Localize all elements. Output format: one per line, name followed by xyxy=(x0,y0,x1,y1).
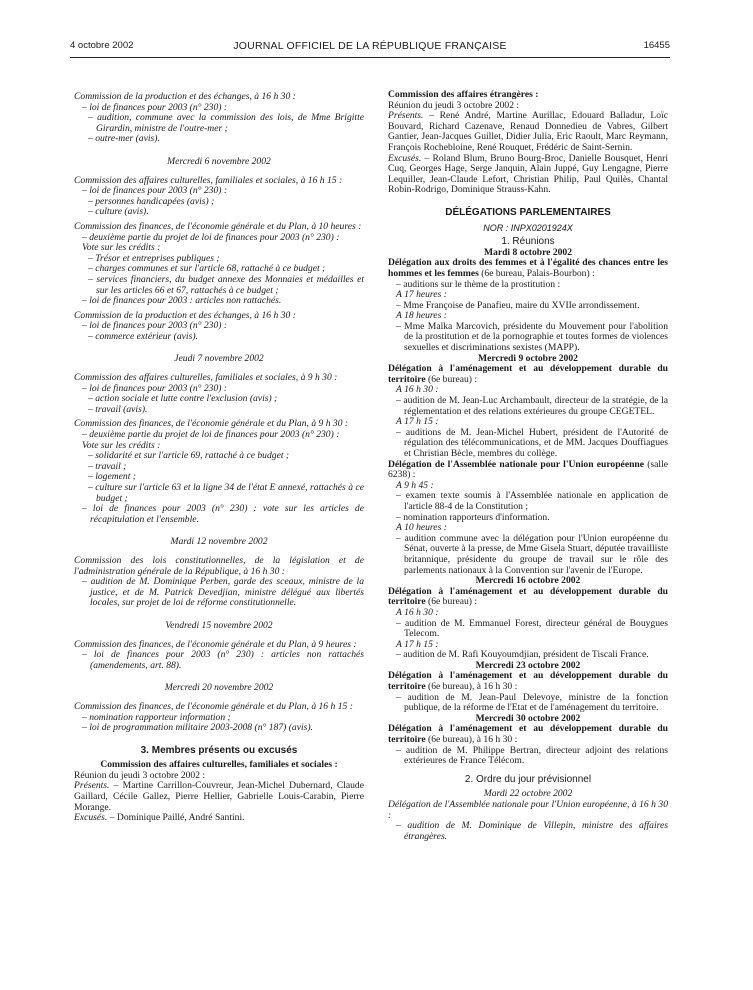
list-item: – Mme Françoise de Panafieu, maire du XVIIe arrondissement. xyxy=(396,299,640,311)
time-label: A 10 heures : xyxy=(396,522,447,534)
meeting-date: Réunion du jeudi 3 octobre 2002 : xyxy=(388,99,520,111)
list-subtitle: Vote sur les crédits : xyxy=(82,439,161,451)
list-item: – auditions sur le thème de la prostitution : xyxy=(396,278,561,290)
list-item: – nomination rapporteur information ; xyxy=(82,711,231,723)
section-heading: DÉLÉGATIONS PARLEMENTAIRES xyxy=(445,206,611,218)
present-list: – René André, Martine Aurillac, Edouard Balladur, Loïc Bouvard, Richard Cazenave, Renaud Donnedieu de Vabres, Gilbert Gantier, Jean-Jacques Guillet, Didier Julia, Eric Raoult, Marc Reymann, François Rochebloine, René Rouquet, Frédéric de Saint-Sernin. xyxy=(388,110,668,153)
block-title: Délégation à l'aménagement et au développement durable du territoire xyxy=(388,585,668,608)
present-list: – Martine Carrillon-Couvreur, Jean-Michel Dubernard, Claude Gaillard, Cécile Gallez, Pierre Hellier, Gabrielle Louis-Carabin, Pierre Morange. xyxy=(74,780,364,813)
list-item: – commerce extérieur (avis). xyxy=(88,330,198,342)
list-item: – loi de finances pour 2003 (n° 230) : xyxy=(82,185,228,197)
excused-label: Excusés. xyxy=(388,152,422,164)
date-heading: Mardi 22 octobre 2002 xyxy=(483,788,573,800)
list-item: – solidarité et sur l'article 69, rattaché à ce budget ; xyxy=(88,450,290,462)
block-title: Commission des finances, de l'économie générale et du Plan, à 10 heures : xyxy=(74,220,362,232)
list-item: – outre-mer (avis). xyxy=(88,133,160,145)
date-heading: Vendredi 15 novembre 2002 xyxy=(165,619,273,631)
section-heading: 2. Ordre du jour prévisionnel xyxy=(464,773,592,785)
list-item: – culture sur l'article 63 et la ligne 34 de l'état E annexé, rattachés à ce budget ; xyxy=(88,482,364,504)
list-item: – examen texte soumis à l'Assemblée nationale en application de l'article 88-4 de la Constitution ; xyxy=(396,490,668,512)
list-item: – auditions de M. Jean-Michel Hubert, président de l'Autorité de régulation des télécommunications, et de MM. Jacques Douffiagues et Christian Bècle, membres du collège. xyxy=(396,426,668,459)
block-title: Délégation aux droits des femmes et à l'égalité des chances entre les hommes et les femmes xyxy=(388,257,668,279)
time-label: A 16 h 30 : xyxy=(396,384,439,396)
list-item: – travail (avis). xyxy=(88,403,148,415)
block-title-suffix: (6e bureau) : xyxy=(425,373,478,385)
list-item: – audition, commune avec la commission des lois, de Mme Brigitte Girardin, ministre de l'outre-mer ; xyxy=(88,112,364,134)
block-title: Délégation à l'aménagement et au développement durable du territoire xyxy=(388,723,668,746)
list-item: – audition de M. Jean-Luc Archambault, directeur de la stratégie, de la réglementation et des relations extérieures du groupe CEGETEL. xyxy=(396,395,668,417)
block-title: Délégation de l'Assemblée nationale pour l'Union européenne, à 16 h 30 : xyxy=(388,799,668,821)
time-label: A 17 h 15 : xyxy=(396,638,439,650)
list-item: – audition de M. Jean-Paul Delevoye, ministre de la fonction publique, de la réforme de l'Etat et de l'aménagement du territoire. xyxy=(396,691,668,714)
journal-title: JOURNAL OFFICIEL DE LA RÉPUBLIQUE FRANÇAISE xyxy=(233,40,507,52)
list-item: – loi de finances pour 2003 (n° 230) : articles non rattachés (amendements, art. 88). xyxy=(82,649,364,671)
block-title-suffix: (salle 6238) : xyxy=(388,458,668,481)
excused-label: Excusés. xyxy=(74,812,108,824)
list-item: – logement ; xyxy=(88,471,136,483)
date-heading: Mercredi 9 octobre 2002 xyxy=(478,352,578,364)
list-item: – loi de finances pour 2003 (n° 230) : xyxy=(82,101,228,113)
date-heading: Mardi 12 novembre 2002 xyxy=(170,536,268,548)
block-title-suffix: (6e bureau), à 16 h 30 : xyxy=(425,734,518,746)
list-item: – personnes handicapées (avis) ; xyxy=(88,195,215,207)
header-date: 4 octobre 2002 xyxy=(70,40,134,51)
list-item: – deuxième partie du projet de loi de finances pour 2003 (n° 230) : xyxy=(82,429,340,441)
present-label: Présents. xyxy=(388,110,424,122)
list-item: – loi de finances pour 2003 (n° 230) : xyxy=(82,382,228,394)
block-title: Commission de la production et des échanges, à 16 h 30 : xyxy=(74,91,296,102)
list-item: – loi de finances pour 2003 (n° 230) : xyxy=(82,320,228,332)
list-item: – audition commune avec la délégation pour l'Union européenne du Sénat, ouverte à la presse, de Mme Gisela Stuart, députée travailliste britannique, présidente du groupe de travail sur le rôle des parlements nationaux à la Convention sur l'avenir de l'Europe. xyxy=(396,532,668,576)
list-item: – nomination rapporteurs d'information. xyxy=(396,511,550,523)
block-title: Commission des affaires culturelles, familiales et sociales, à 16 h 15 : xyxy=(74,174,343,186)
date-heading: Jeudi 7 novembre 2002 xyxy=(174,353,264,365)
list-item: – action sociale et lutte contre l'exclusion (avis) ; xyxy=(88,393,278,405)
block-title: Commission de la production et des échanges, à 16 h 30 : xyxy=(74,309,296,321)
time-label: A 9 h 45 : xyxy=(396,479,434,491)
block-title: Commission des affaires culturelles, familiales et sociales, à 9 h 30 : xyxy=(74,372,338,384)
meeting-date: Réunion du jeudi 3 octobre 2002 : xyxy=(74,769,206,781)
list-item: – charges communes et sur l'article 68, rattaché à ce budget ; xyxy=(88,263,326,275)
list-item: – audition de M. Philippe Bertran, directeur adjoint des relations extérieures de France Télécom. xyxy=(396,744,668,767)
date-heading: Mercredi 6 novembre 2002 xyxy=(167,155,271,167)
left-column xyxy=(74,92,364,824)
block-title-suffix: (6e bureau), à 16 h 30 : xyxy=(425,681,518,693)
list-item: – Trésor et entreprises publiques ; xyxy=(88,252,220,264)
list-item: – deuxième partie du projet de loi de finances pour 2003 (n° 230) : xyxy=(82,231,340,243)
time-label: A 16 h 30 : xyxy=(396,606,439,618)
list-item: – audition de M. Dominique de Villepin, ministre des affaires étrangères. xyxy=(396,820,668,842)
section-heading: 3. Membres présents ou excusés xyxy=(140,744,298,756)
header-rule xyxy=(70,57,670,58)
block-title: Délégation à l'aménagement et au développement durable du territoire xyxy=(388,670,668,693)
excused-list: – Roland Blum, Bruno Bourg-Broc, Danielle Bousquet, Henri Cuq, Georges Hage, Serge Janquin, Alain Juppé, Guy Lengagne, Pierre Lequiller, Jean-Claude Lefort, Christian Philip, Paul Quilès, Chantal Robin-Rodrigo, Dominique Strauss-Kahn. xyxy=(388,152,668,196)
date-heading: Mardi 8 octobre 2002 xyxy=(483,246,573,258)
list-item: – Mme Malka Marcovich, présidente du Mouvement pour l'abolition de la prostitution et de la pornographie et toutes formes de violences sexuelles et discriminations sexistes (MAPP). xyxy=(396,320,668,354)
list-item: – services financiers, du budget annexe des Monnaies et médailles et sur les articles 66 et 67, rattachés à ce budget ; xyxy=(88,273,364,296)
block-title: Commission des finances, de l'économie générale et du Plan, à 16 h 15 : xyxy=(74,700,353,712)
list-item: – travail ; xyxy=(88,460,127,472)
block-title: Commission des affaires culturelles, familiales et sociales : xyxy=(100,759,338,771)
page-header xyxy=(70,40,670,56)
nor-reference: NOR : INPX0201924X xyxy=(483,222,573,233)
block-title: Commission des finances, de l'économie générale et du Plan, à 9 heures : xyxy=(74,638,357,650)
block-title: Délégation à l'aménagement et au développement durable du territoire xyxy=(388,363,668,385)
list-item: – audition de M. Dominique Perben, garde des sceaux, ministre de la justice, et de M. Patrick Devedjian, ministre délégué aux libertés locales, sur projet de loi de réforme constitutionnelle. xyxy=(82,576,364,609)
date-heading: Mercredi 16 octobre 2002 xyxy=(475,575,581,587)
block-title: Commission des lois constitutionnelles, de la législation et de l'administration générale de la République, à 16 h 30 : xyxy=(74,554,364,577)
time-label: A 17 heures : xyxy=(396,289,447,301)
block-title-suffix: (6e bureau) : xyxy=(425,596,478,608)
present-label: Présents. xyxy=(74,780,110,792)
date-heading: Mercredi 23 octobre 2002 xyxy=(475,659,581,671)
list-item: – audition de M. Emmanuel Forest, directeur général de Bouygues Telecom. xyxy=(396,617,668,640)
block-title-suffix: (6e bureau, Palais-Bourbon) : xyxy=(478,267,595,279)
list-item: – culture (avis). xyxy=(88,206,149,218)
time-label: A 17 h 15 : xyxy=(396,416,439,428)
block-title: Délégation de l'Assemblée nationale pour l'Union européenne xyxy=(388,458,645,470)
time-label: A 18 heures : xyxy=(396,310,447,322)
list-item: – audition de M. Rafi Kouyoumdjian, président de Tiscali France. xyxy=(396,649,649,661)
excused-list: – Dominique Paillé, André Santini. xyxy=(107,812,245,824)
list-item: – loi de programmation militaire 2003-2008 (n° 187) (avis). xyxy=(82,722,313,734)
list-item: – loi de finances pour 2003 (n° 230) : vote sur les articles de récapitulation et l'ensemble. xyxy=(82,503,364,525)
block-title: Commission des affaires étrangères : xyxy=(388,89,539,100)
list-item: – loi de finances pour 2003 : articles non rattachés. xyxy=(82,295,282,307)
list-subtitle: Vote sur les crédits : xyxy=(82,242,161,254)
block-title: Commission des finances, de l'économie générale et du Plan, à 9 h 30 : xyxy=(74,418,349,430)
page-number: 16455 xyxy=(643,40,670,51)
date-heading: Mercredi 30 octobre 2002 xyxy=(475,712,581,724)
date-heading: Mercredi 20 novembre 2002 xyxy=(164,682,274,694)
section-heading: 1. Réunions xyxy=(501,236,555,248)
right-column xyxy=(388,90,668,842)
